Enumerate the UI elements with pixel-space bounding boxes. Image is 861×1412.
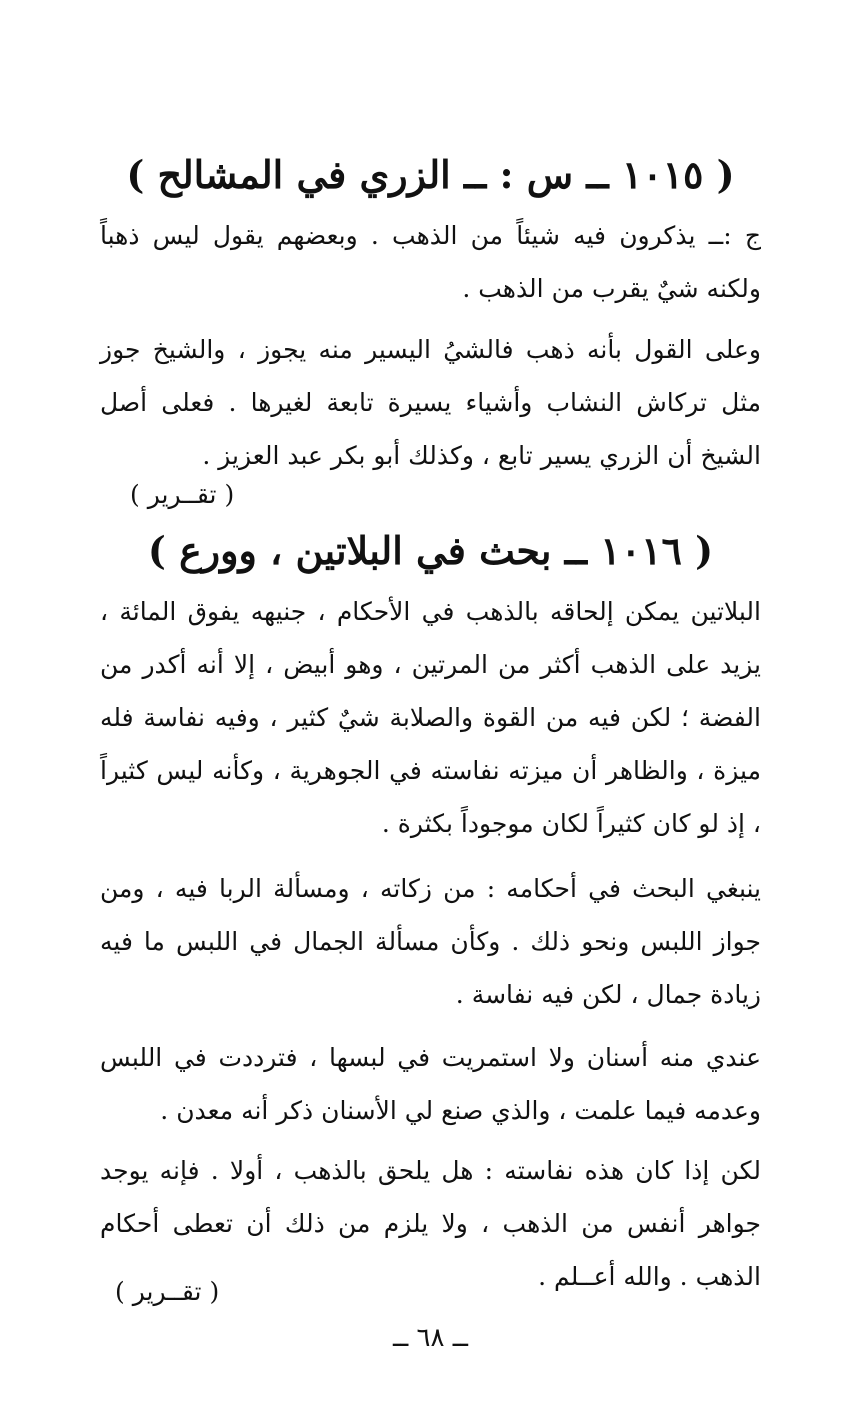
platinum-rulings-paragraph: ينبغي البحث في أحكامه : من زكاته ، ومسألة الربا فيه ، ومن جواز اللبس ونحو ذلك . وكأن مسألة الجمال في اللبس ما فيه زيادة جمال ، لكن فيه نفاسة . <box>100 874 761 1009</box>
source-label-1016: ( تقــرير ) <box>115 1277 220 1306</box>
section-heading-1016: ( ١٠١٦ ــ بحث في البلاتين ، وورع ) <box>147 528 714 573</box>
personal-note-paragraph: عندي منه أسنان ولا استمريت في لبسها ، فترددت في اللبس وعدمه فيما علمت ، والذي صنع لي الأسنان ذكر أنه معدن . <box>100 1043 761 1125</box>
source-label-1015: ( تقــرير ) <box>130 480 235 509</box>
ruling-paragraph-1015: وعلى القول بأنه ذهب فالشيُ اليسير منه يجوز ، والشيخ جوز مثل تركاش النشاب وأشياء يسيرة تابعة لغيرها . فعلى أصل الشيخ أن الزري يسير تابع ، وكذلك أبو بكر عبد العزيز . <box>100 335 761 470</box>
section-heading-1015: ( ١٠١٥ ــ س : ــ الزري في المشالح ) <box>126 152 735 197</box>
answer-paragraph-1015: ج :ــ يذكرون فيه شيئاً من الذهب . وبعضهم يقول ليس ذهباً ولكنه شيٌ يقرب من الذهب . <box>100 221 761 303</box>
conclusion-paragraph: لكن إذا كان هذه نفاسته : هل يلحق بالذهب ، أولا . فإنه يوجد جواهر أنفس من الذهب ، ولا يلزم من ذلك أن تعطى أحكام الذهب . والله أعــلم . <box>100 1156 761 1291</box>
platinum-intro-paragraph: البلاتين يمكن إلحاقه بالذهب في الأحكام ، جنيهه يفوق المائة ، يزيد على الذهب أكثر من المرتين ، وهو أبيض ، إلا أنه أكدر من الفضة ؛ لكن فيه من القوة والصلابة شيٌ كثير ، وفيه نفاسة فله ميزة ، والظاهر أن ميزته نفاسته في الجوهرية ، وكأنه ليس كثيراً ، إذ لو كان كثيراً لكان موجوداً بكثرة . <box>100 597 761 838</box>
page-number: ــ ٦٨ ــ <box>393 1323 468 1353</box>
